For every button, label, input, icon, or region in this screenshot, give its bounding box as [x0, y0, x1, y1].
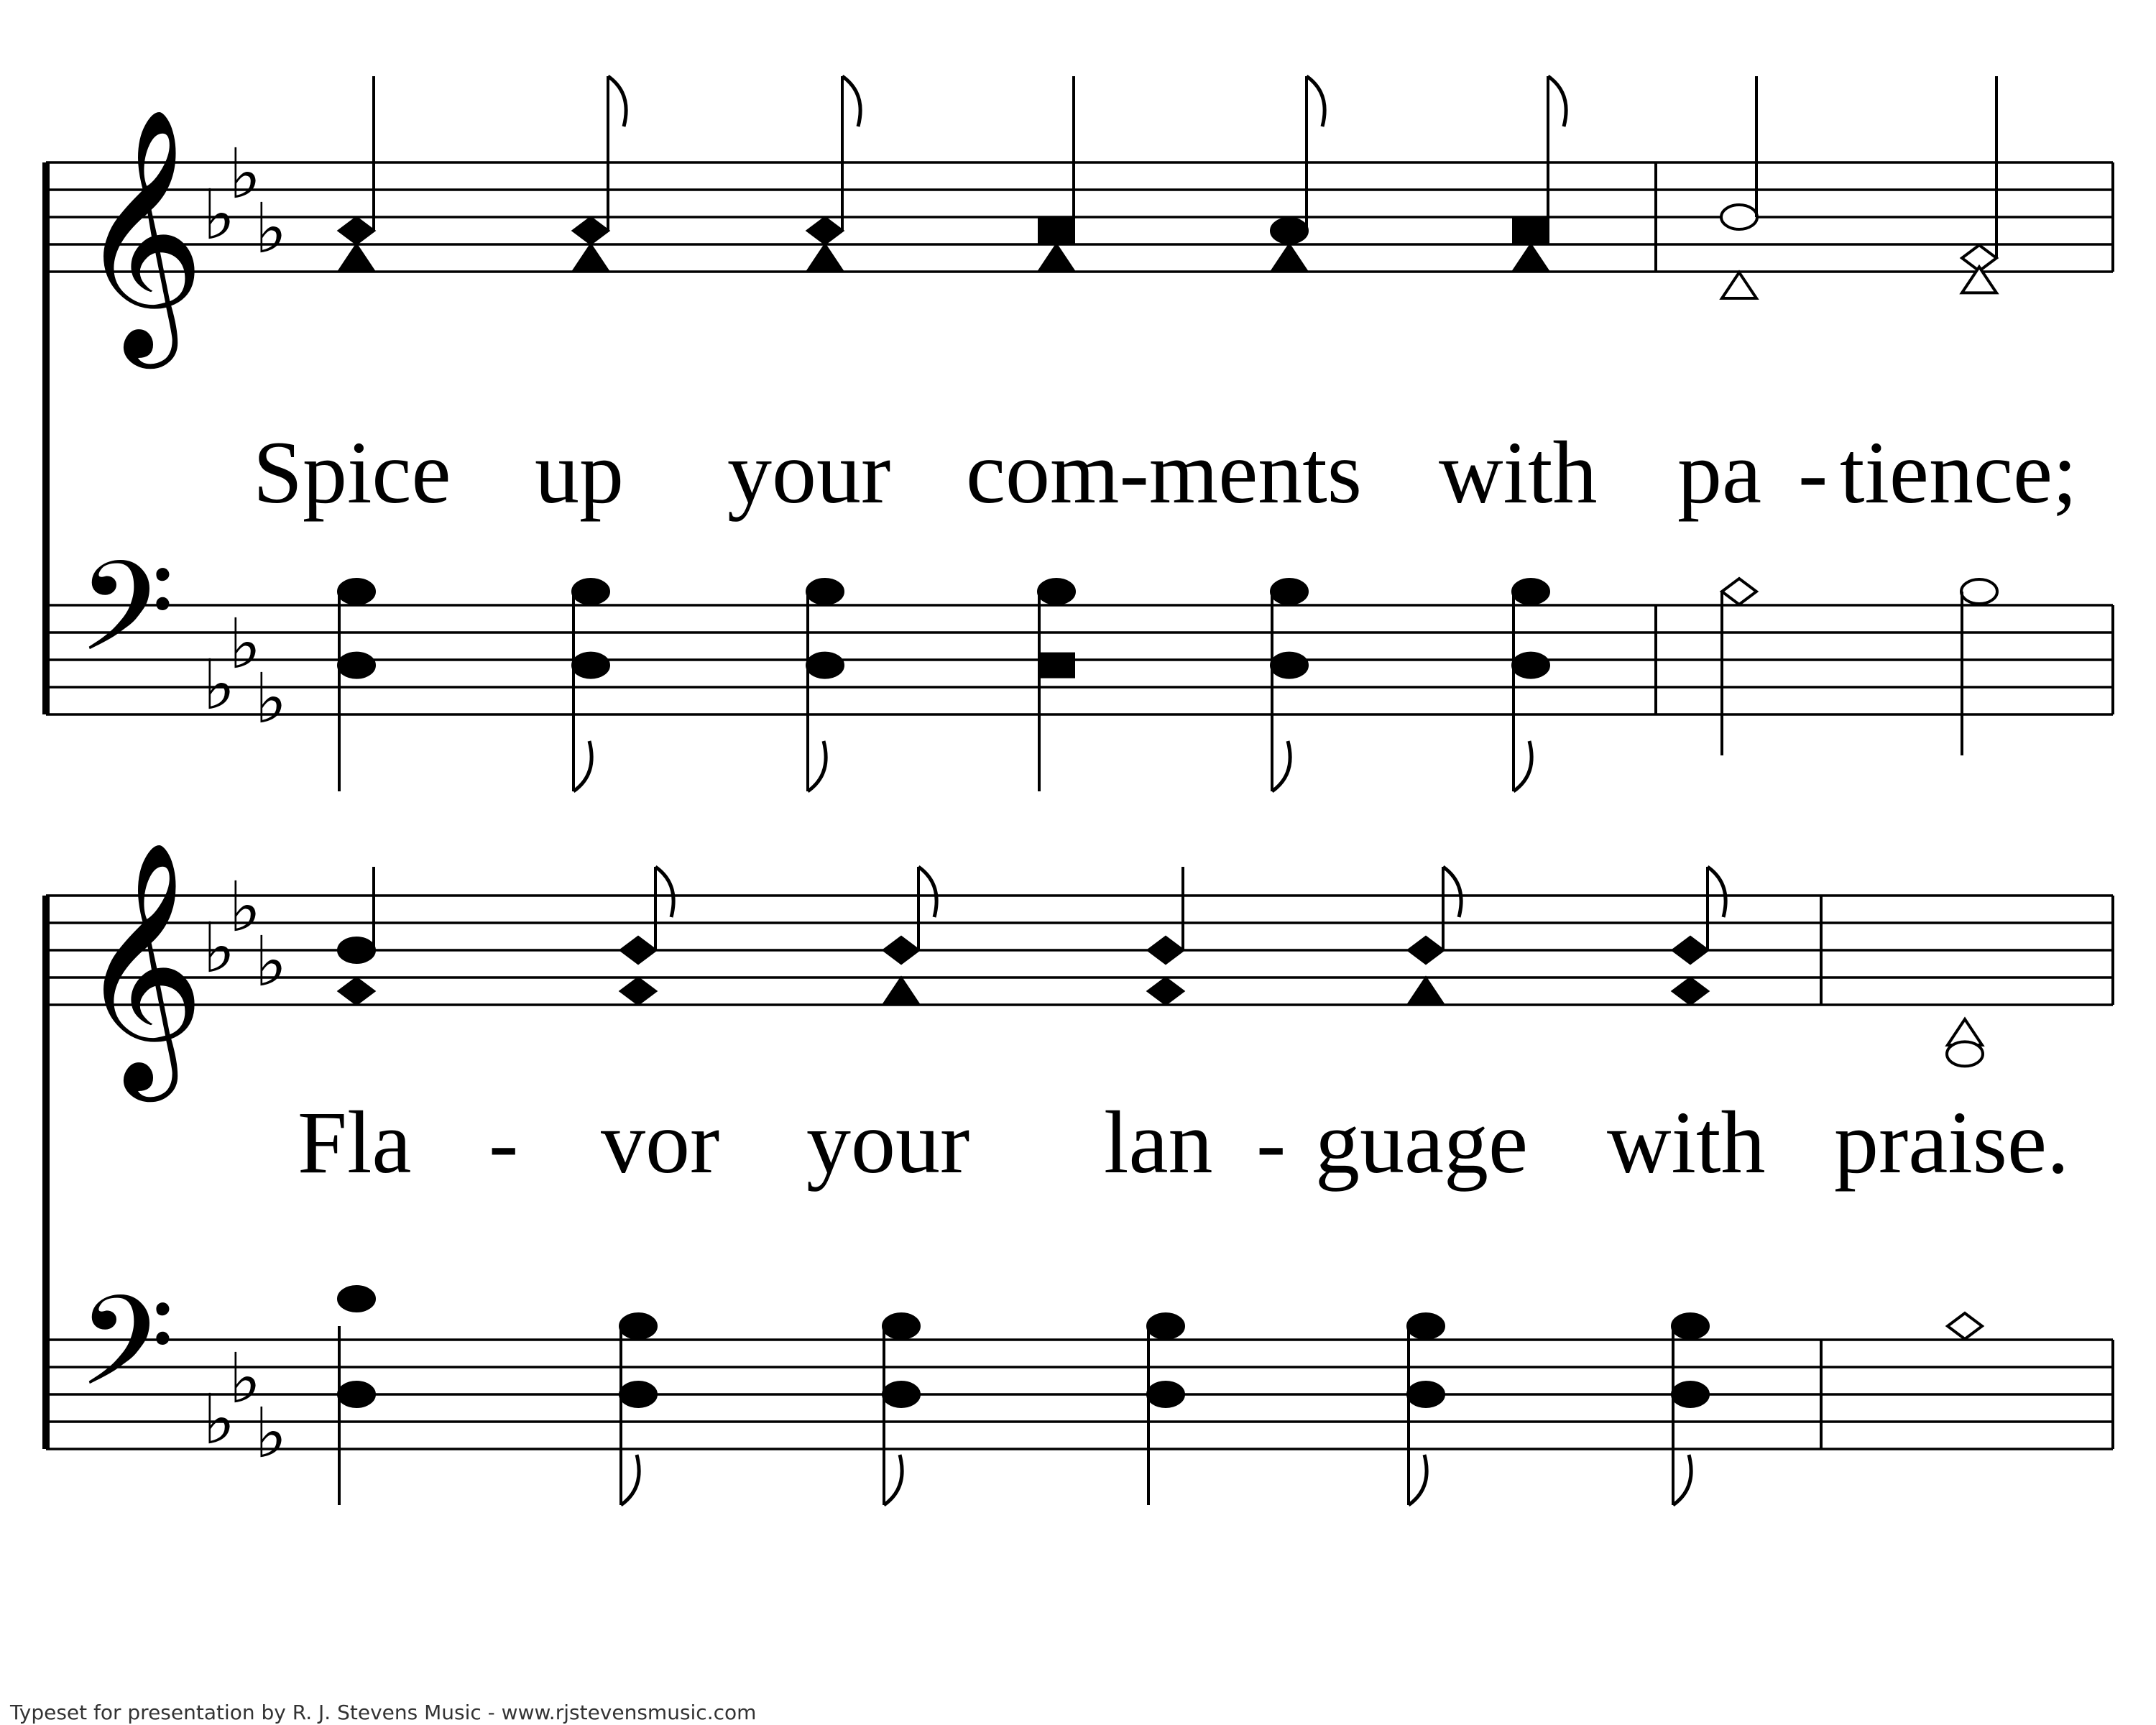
note-head: [807, 579, 843, 604]
lyric-syllable: with: [1439, 423, 1598, 522]
note-head: [573, 218, 608, 244]
note-head: [338, 1382, 374, 1407]
flat-icon: ♭: [254, 658, 287, 739]
lyric-syllable: praise.: [1834, 1093, 2070, 1192]
staff-lines: [46, 162, 2113, 1449]
note-head: [807, 653, 843, 678]
lyric-syllable: lan: [1104, 1093, 1213, 1192]
note-flag: [1548, 76, 1566, 126]
note-head: [338, 938, 374, 962]
note-head: [1673, 978, 1708, 1004]
flat-icon: ♭: [203, 645, 236, 725]
footer-credit: Typeset for presentation by R. J. Stevens Music - www.rjstevensmusic.com: [10, 1701, 757, 1724]
note-flag: [1514, 741, 1531, 791]
flat-icon: ♭: [254, 188, 287, 269]
flat-icon: ♭: [254, 1393, 287, 1473]
note-head: [1514, 219, 1548, 242]
note-flag: [1272, 741, 1290, 791]
note-flag: [621, 1455, 639, 1505]
lyric-syllable: your: [727, 423, 891, 522]
note-head: [1409, 937, 1443, 963]
lyric-syllable: com-ments: [966, 423, 1362, 522]
note-flag: [1443, 867, 1461, 917]
lyric-syllable: vor: [601, 1093, 720, 1192]
note-flag: [608, 76, 626, 126]
note-head: [884, 978, 918, 1004]
lyric-hyphen: -: [1798, 423, 1828, 522]
lyric-syllable: with: [1607, 1093, 1766, 1192]
bass-clef-icon: 𝄢: [78, 534, 175, 710]
note-head: [883, 1314, 919, 1338]
note-head: [808, 218, 842, 244]
note-head: [1039, 219, 1074, 242]
lyric-hyphen: -: [489, 1093, 519, 1192]
note-head: [1271, 579, 1307, 604]
note-head: [1271, 218, 1307, 243]
flat-icon: ♭: [229, 1338, 262, 1419]
treble-clef-icon: 𝄞: [78, 106, 206, 357]
half-note-head: [1947, 1041, 1983, 1066]
note-head: [1513, 653, 1549, 678]
note-flag: [573, 741, 591, 791]
lyric-syllable: your: [806, 1093, 970, 1192]
note-head: [339, 978, 374, 1004]
note-head: [620, 1314, 656, 1338]
note-head: [573, 653, 609, 678]
treble-clef-icon: 𝄞: [78, 840, 206, 1090]
note-head: [1409, 978, 1443, 1004]
flat-icon: ♭: [254, 921, 287, 1002]
note-flag: [655, 867, 673, 917]
clefs: [78, 106, 205, 1445]
note-head: [883, 1382, 919, 1407]
note-head: [808, 245, 842, 271]
note-head: [1513, 579, 1549, 604]
note-head: [1039, 245, 1074, 271]
flat-icon: ♭: [203, 1379, 236, 1460]
note-flag: [842, 76, 860, 126]
lyric-syllable: tience;: [1840, 423, 2078, 522]
note-head: [338, 653, 374, 678]
note-head: [1514, 245, 1548, 271]
half-note-head: [1722, 272, 1756, 298]
note-head: [1673, 937, 1708, 963]
note-flag: [1673, 1455, 1691, 1505]
barlines: [46, 162, 2113, 1449]
half-note-head: [1721, 205, 1757, 229]
key-signatures: [203, 134, 287, 1473]
lyric-syllable: guage: [1315, 1093, 1529, 1192]
lyric-hyphen: -: [1256, 1093, 1286, 1192]
half-note-head: [1722, 579, 1756, 604]
note-head: [339, 218, 374, 244]
note-head: [884, 937, 918, 963]
lyric-syllable: Fla: [298, 1093, 412, 1192]
note-head: [1672, 1314, 1708, 1338]
note-head: [338, 579, 374, 604]
note-head: [1039, 654, 1074, 677]
whole-note-head: [1948, 1313, 1982, 1339]
note-head: [620, 1382, 656, 1407]
lyric-syllable: Spice: [253, 423, 451, 522]
note-head: [1271, 653, 1307, 678]
bass-clef-icon: 𝄢: [78, 1269, 175, 1445]
note-head: [1038, 579, 1074, 604]
flat-icon: ♭: [203, 175, 236, 255]
note-head: [573, 579, 609, 604]
note-head: [1672, 1382, 1708, 1407]
note-head: [339, 245, 374, 271]
notes: [338, 76, 1997, 1505]
note-head: [1272, 245, 1307, 271]
note-head: [621, 937, 655, 963]
note-head: [1148, 1314, 1184, 1338]
lyric-syllable: up: [535, 423, 624, 522]
half-note-head: [1961, 579, 1997, 604]
note-head: [338, 1287, 374, 1311]
flat-icon: ♭: [229, 134, 262, 214]
flat-icon: ♭: [229, 867, 262, 947]
flat-icon: ♭: [229, 604, 262, 684]
note-head: [573, 245, 608, 271]
note-head: [1148, 1382, 1184, 1407]
note-flag: [1708, 867, 1726, 917]
note-flag: [808, 741, 826, 791]
note-head: [1148, 978, 1183, 1004]
note-flag: [884, 1455, 902, 1505]
note-flag: [1307, 76, 1325, 126]
note-flag: [918, 867, 936, 917]
lyric-syllable: pa: [1677, 423, 1762, 522]
flat-icon: ♭: [203, 908, 236, 988]
note-head: [621, 978, 655, 1004]
note-head: [1408, 1314, 1444, 1338]
note-head: [1408, 1382, 1444, 1407]
note-head: [1148, 937, 1183, 963]
note-flag: [1409, 1455, 1427, 1505]
